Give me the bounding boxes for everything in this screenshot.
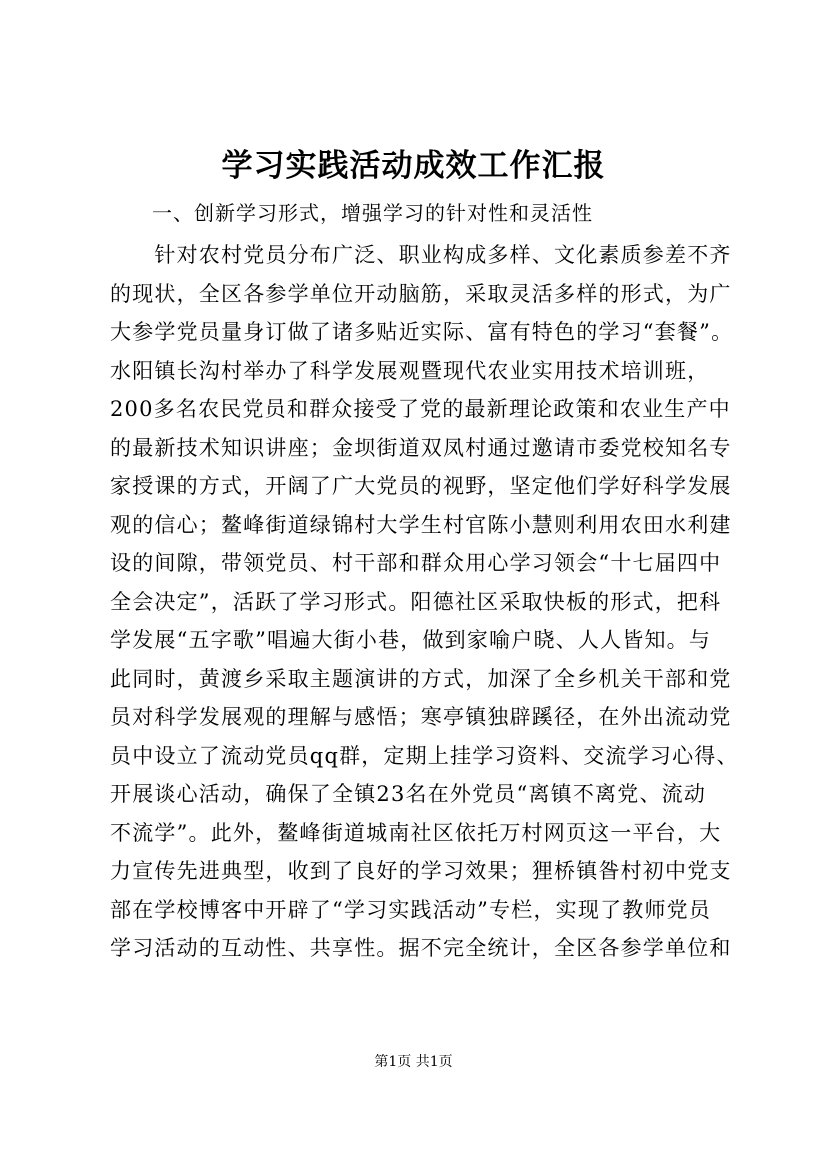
body-line: 学发展“五字歌”唱遍大街小巷，做到家喻户晓、人人皆知。与 [110, 628, 712, 652]
body-line: 员中设立了流动党员qq群，定期上挂学习资料、交流学习心得、 [110, 743, 739, 768]
body-line: 家授课的方式，开阔了广大党员的视野，坚定他们学好科学发展 [110, 474, 732, 498]
body-line: 学习活动的互动性、共享性。据不完全统计，全区各参学单位和 [110, 936, 732, 960]
body-paragraph [110, 236, 740, 968]
body-line: 观的信心；鳌峰街道绿锦村大学生村官陈小慧则利用农田水利建 [110, 512, 732, 537]
body-line: 部在学校博客中开辟了“学习实践活动”专栏，实现了教师党员 [110, 897, 712, 922]
document-title: 学习实践活动成效工作汇报 [221, 148, 606, 184]
body-line: 的最新技术知识讲座；金坝街道双凤村通过邀请市委党校知名专 [110, 435, 732, 460]
body-line: 员对科学发展观的理解与感悟；寒亭镇独辟蹊径，在外出流动党 [110, 705, 732, 729]
body-line: 水阳镇长沟村举办了科学发展观暨现代农业实用技术培训班， [110, 358, 710, 383]
body-line: 不流学”。此外，鳌峰街道城南社区依托万村网页这一平台，大 [110, 820, 722, 845]
body-line: 大参学党员量身订做了诸多贴近实际、富有特色的学习“套餐”。 [110, 320, 734, 344]
body-line: 设的间隙，带领党员、村干部和群众用心学习领会“十七届四中 [110, 551, 722, 575]
section-heading: 一、创新学习形式，增强学习的针对性和灵活性 [152, 201, 593, 225]
body-line: 开展谈心活动，确保了全镇23名在外党员“离镇不离党、流动 [110, 782, 707, 806]
body-line: 200多名农民党员和群众接受了党的最新理论政策和农业生产中 [110, 397, 731, 421]
body-line: 此同时，黄渡乡采取主题演讲的方式，加深了全乡机关干部和党 [110, 666, 732, 691]
body-line: 力宣传先进典型，收到了良好的学习效果；狸桥镇昝村初中党支 [110, 859, 732, 883]
body-line: 的现状，全区各参学单位开动脑筋，采取灵活多样的形式，为广 [110, 281, 732, 306]
body-line: 针对农村党员分布广泛、职业构成多样、文化素质参差不齐 [110, 243, 732, 267]
body-line: 全会决定”，活跃了学习形式。阳德社区采取快板的形式，把科 [110, 589, 722, 614]
page-footer: 第1页 共1页 [374, 1054, 453, 1070]
